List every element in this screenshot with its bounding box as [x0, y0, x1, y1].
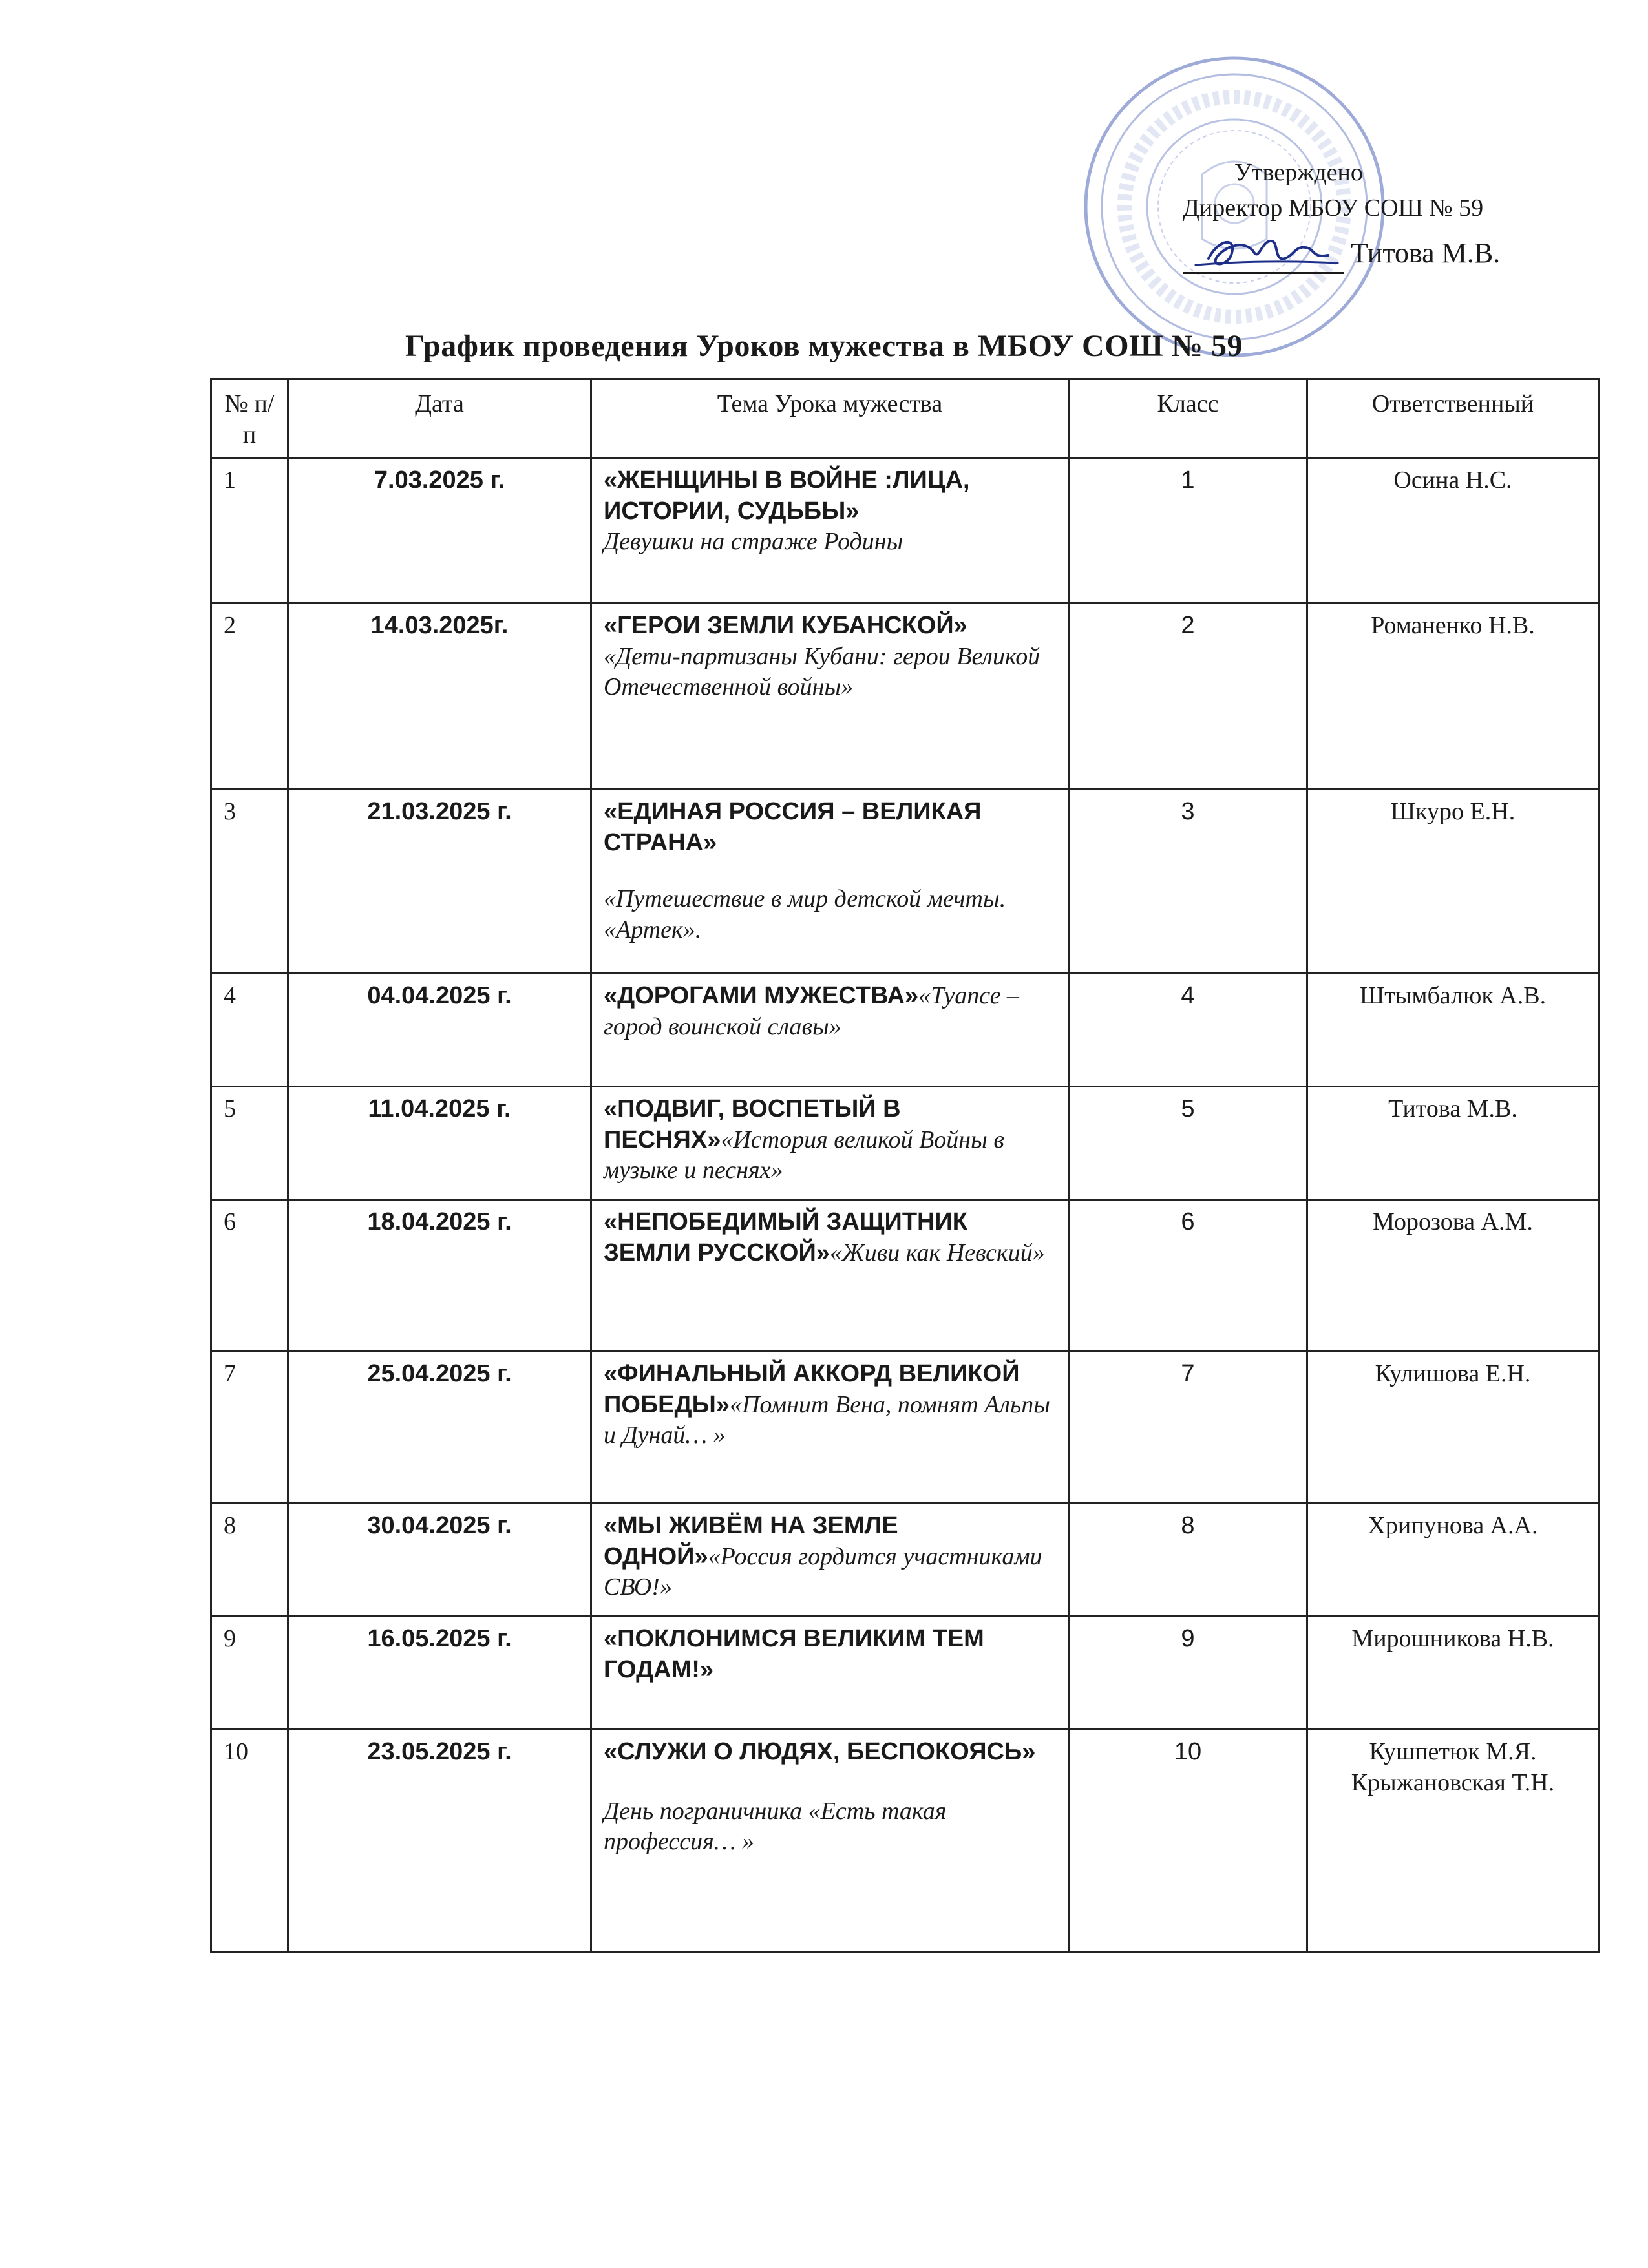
table-row	[211, 1504, 1599, 1617]
header-responsible: Ответственный	[1307, 379, 1599, 458]
director-name: Титова М.В.	[1351, 237, 1501, 269]
row-topic	[591, 790, 1069, 974]
responsible-name: Титова М.В.	[1388, 1095, 1517, 1122]
header-topic: Тема Урока мужества	[591, 379, 1069, 458]
row-topic	[591, 1352, 1069, 1504]
topic-title: «ДОРОГАМИ МУЖЕСТВА»	[604, 982, 919, 1009]
row-responsible	[1307, 790, 1599, 974]
row-num: 5	[211, 1087, 288, 1200]
signature-line	[1183, 236, 1344, 274]
row-num: 2	[211, 604, 288, 790]
row-class: 5	[1069, 1087, 1307, 1200]
responsible-name: Шкуро Е.Н.	[1390, 798, 1516, 825]
topic-title: «МЫ ЖИВЁМ НА ЗЕМЛЕ ОДНОЙ»	[604, 1512, 898, 1570]
row-date: 14.03.2025г.	[288, 604, 591, 790]
table-row	[211, 1730, 1599, 1953]
row-num: 7	[211, 1352, 288, 1504]
row-date: 30.04.2025 г.	[288, 1504, 591, 1617]
row-num: 1	[211, 458, 288, 604]
responsible-name: Кулишова Е.Н.	[1375, 1360, 1531, 1387]
row-num: 4	[211, 974, 288, 1087]
row-num: 9	[211, 1617, 288, 1730]
row-num: 10	[211, 1730, 288, 1953]
topic-subtitle: «Россия гордится участниками СВО!»	[604, 1542, 1042, 1601]
table-row	[211, 1352, 1599, 1504]
responsible-name: Хрипунова А.А.	[1368, 1512, 1538, 1539]
topic-title: «ЖЕНЩИНЫ В ВОЙНЕ :ЛИЦА, ИСТОРИИ, СУДЬБЫ»	[604, 467, 970, 525]
row-num: 3	[211, 790, 288, 974]
row-num: 6	[211, 1200, 288, 1352]
row-class: 3	[1069, 790, 1307, 974]
schedule-table	[210, 378, 1600, 1953]
row-num: 8	[211, 1504, 288, 1617]
responsible-name: Морозова А.М.	[1373, 1208, 1533, 1235]
table-row	[211, 1617, 1599, 1730]
row-topic	[591, 1730, 1069, 1953]
responsible-name: Кушпетюк М.Я.	[1369, 1738, 1537, 1765]
topic-title: «ФИНАЛЬНЫЙ АККОРД ВЕЛИКОЙ ПОБЕДЫ»	[604, 1360, 1020, 1418]
row-responsible	[1307, 458, 1599, 604]
row-responsible	[1307, 1617, 1599, 1730]
topic-title: «СЛУЖИ О ЛЮДЯХ, БЕСПОКОЯСЬ»	[604, 1738, 1036, 1765]
responsible-name: Осина Н.С.	[1393, 467, 1512, 494]
table-row	[211, 1087, 1599, 1200]
header-class: Класс	[1069, 379, 1307, 458]
topic-subtitle: «Путешествие в мир детской мечты. «Артек».	[604, 885, 1006, 943]
row-class: 1	[1069, 458, 1307, 604]
approval-position: Директор МБОУ СОШ № 59	[1183, 194, 1484, 222]
topic-title: «ЕДИНАЯ РОССИЯ – ВЕЛИКАЯ СТРАНА»	[604, 798, 982, 856]
row-date: 23.05.2025 г.	[288, 1730, 591, 1953]
row-topic	[591, 1617, 1069, 1730]
approval-signature-row	[1183, 233, 1570, 274]
row-date: 21.03.2025 г.	[288, 790, 591, 974]
row-responsible	[1307, 1087, 1599, 1200]
topic-subtitle: День пограничника «Есть такая профессия… »	[604, 1797, 947, 1855]
table-row	[211, 1200, 1599, 1352]
row-responsible	[1307, 1504, 1599, 1617]
row-class: 10	[1069, 1730, 1307, 1953]
row-class: 9	[1069, 1617, 1307, 1730]
row-class: 7	[1069, 1352, 1307, 1504]
row-class: 8	[1069, 1504, 1307, 1617]
topic-subtitle: «Помнит Вена, помнят Альпы и Дунай… »	[604, 1391, 1050, 1449]
approval-label: Утверждено	[1234, 159, 1363, 186]
row-date: 25.04.2025 г.	[288, 1352, 591, 1504]
topic-title: «ПОДВИГ, ВОСПЕТЫЙ В ПЕСНЯХ»	[604, 1095, 901, 1153]
row-topic	[591, 1087, 1069, 1200]
row-date: 18.04.2025 г.	[288, 1200, 591, 1352]
row-topic	[591, 604, 1069, 790]
topic-subtitle: «Туапсе – город воинской славы»	[604, 982, 1019, 1040]
row-responsible	[1307, 1730, 1599, 1953]
row-class: 2	[1069, 604, 1307, 790]
table-header-row	[211, 379, 1599, 458]
table-row	[211, 458, 1599, 604]
row-responsible	[1307, 1352, 1599, 1504]
table-row	[211, 974, 1599, 1087]
row-topic	[591, 1504, 1069, 1617]
topic-subtitle: «Живи как Невский»	[829, 1239, 1045, 1266]
responsible-name: Штымбалюк А.В.	[1359, 982, 1547, 1009]
header-date: Дата	[288, 379, 591, 458]
row-date: 11.04.2025 г.	[288, 1087, 591, 1200]
document-title: График проведения Уроков мужества в МБОУ СОШ № 59	[405, 329, 1243, 363]
table-row	[211, 604, 1599, 790]
row-topic	[591, 1200, 1069, 1352]
topic-title: «НЕПОБЕДИМЫЙ ЗАЩИТНИК ЗЕМЛИ РУССКОЙ»	[604, 1208, 968, 1266]
row-topic	[591, 974, 1069, 1087]
row-responsible	[1307, 1200, 1599, 1352]
row-class: 6	[1069, 1200, 1307, 1352]
approval-block	[1183, 155, 1570, 274]
row-responsible	[1307, 604, 1599, 790]
topic-subtitle: «Дети-партизаны Кубани: герои Великой Отечественной войны»	[604, 642, 1041, 700]
row-responsible	[1307, 974, 1599, 1087]
responsible-name: Романенко Н.В.	[1371, 612, 1535, 639]
row-class: 4	[1069, 974, 1307, 1087]
topic-subtitle: Девушки на страже Родины	[604, 528, 903, 555]
topic-subtitle: «История великой Войны в музыке и песнях»	[604, 1126, 1004, 1184]
row-date: 7.03.2025 г.	[288, 458, 591, 604]
responsible-name-second: Крыжановская Т.Н.	[1351, 1769, 1555, 1796]
row-topic	[591, 458, 1069, 604]
responsible-name: Мирошникова Н.В.	[1351, 1625, 1554, 1652]
row-date: 04.04.2025 г.	[288, 974, 591, 1087]
row-date: 16.05.2025 г.	[288, 1617, 591, 1730]
header-num: № п/п	[211, 379, 288, 458]
table-row	[211, 790, 1599, 974]
topic-title: «ПОКЛОНИМСЯ ВЕЛИКИМ ТЕМ ГОДАМ!»	[604, 1625, 984, 1683]
topic-title: «ГЕРОИ ЗЕМЛИ КУБАНСКОЙ»	[604, 612, 967, 639]
director-signature	[1183, 229, 1344, 275]
